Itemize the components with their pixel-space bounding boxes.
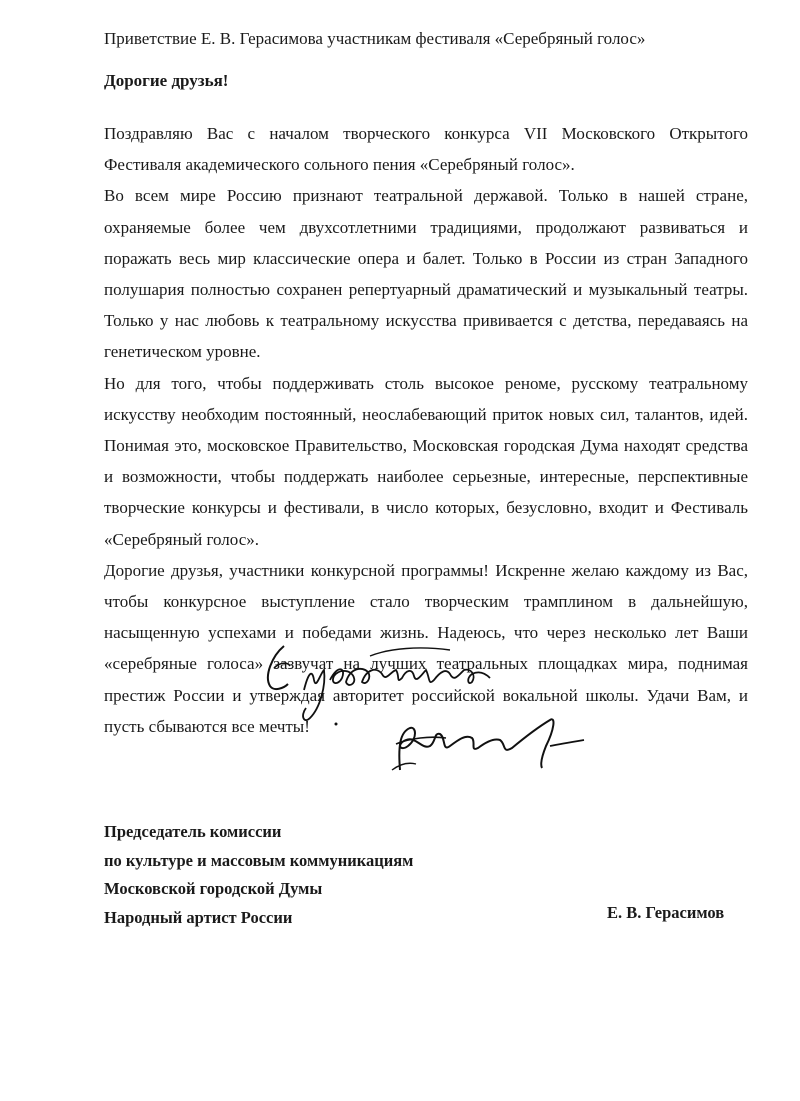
paragraph-3-text: Но для того, чтобы поддерживать столь высокое реноме, русскому театральному искусству необходим постоянный, неослабевающий приток новых сил, талантов, идей. Понимая это, московское Правительство, Московская городская Дума находят средства и возможности, чтобы поддержать наиболее серьезные, интересные, перспективные творческие конкурсы и фестивали, в число которых, безусловно, входит и Фестиваль «Серебряный голос». xyxy=(104,373,748,549)
signatory-block xyxy=(104,818,413,932)
signatory-title-line-1: Председатель комиссии xyxy=(104,822,282,841)
signature-drawing xyxy=(250,628,610,788)
salutation: Дорогие друзья! xyxy=(104,71,229,90)
paragraph-3 xyxy=(104,368,748,555)
handwritten-signature xyxy=(250,628,610,788)
paragraph-1 xyxy=(104,118,748,180)
letter-heading: Приветствие Е. В. Герасимова участникам фестиваля «Серебряный голос» xyxy=(104,29,646,48)
paragraph-2-text: Во всем мире Россию признают театральной державой. Только в нашей стране, охраняемые более чем двухсотлетними традициями, продолжают развиваться и поражать весь мир классические опера и балет. Только в России из стран Западного полушария полностью сохранен репертуарный драматический и музыкальный театры. Только у нас любовь к театральному искусства прививается с детства, передаваясь на генетическом уровне. xyxy=(104,186,748,362)
paragraph-1-text: Поздравляю Вас с началом творческого конкурса VII Московского Открытого Фестиваля академического сольного пения «Серебряный голос». xyxy=(104,124,748,175)
signatory-title-line-3: Московской городской Думы xyxy=(104,879,323,898)
paragraph-4-text: Дорогие друзья, участники конкурсной программы! Искренне желаю каждому из Вас, чтобы конкурсное выступление стало творческим трамплином в дальнейшую, насыщенную успехами и победами жизнь. Надеюсь, что через несколько лет Ваши «серебряные голоса» зазвучат на лучших театральных площадках мира, поднимая престиж России и утверждая авторитет российской вокальной школы. Удачи Вам, и пусть сбываются все мечты! xyxy=(104,560,748,736)
paragraph-2 xyxy=(104,180,748,367)
signatory-title-line-2: по культуре и массовым коммуникациям xyxy=(104,850,414,870)
signatory-name: Е. В. Герасимов xyxy=(607,903,725,922)
signatory-title-line-4: Народный артист России xyxy=(104,907,293,927)
